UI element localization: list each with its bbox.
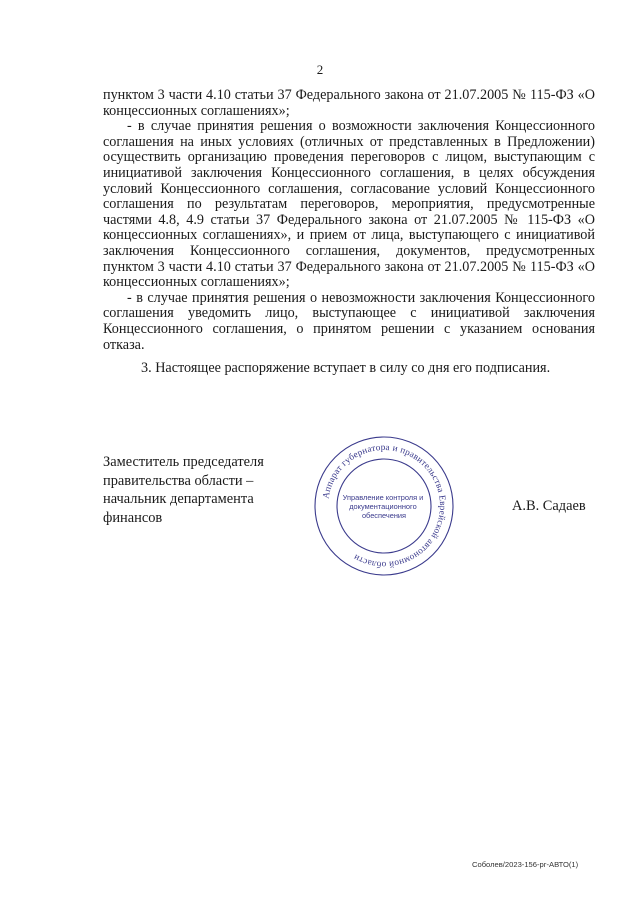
document-reference: Соболев/2023-156-рг-АВТО(1) [472, 860, 579, 869]
stamp-inner-line: Управление контроля и [342, 493, 424, 502]
stamp-ring-text: Аппарат губернатора и правительства Еврейской автономной области [320, 441, 449, 571]
position-line: финансов [103, 509, 163, 526]
stamp-inner-line: документационного [349, 502, 417, 511]
paragraph-continuation: пунктом 3 части 4.10 статьи 37 Федерального закона от 21.07.2005 № 115-ФЗ «О концессионных соглашениях»; [103, 87, 595, 119]
svg-text:Управление контроля и доку [343, 493, 426, 520]
document-body [103, 88, 595, 377]
stamp-inner-line: обеспечения [361, 511, 407, 520]
signatory-position [103, 453, 264, 527]
position-line: Заместитель председателя [103, 454, 264, 470]
position-line: правительства области – [103, 472, 254, 489]
paragraph-possibility-case: - в случае принятия решения о возможности заключения Концессионного соглашения на иных условиях (отличных от представленных в Предложении) осуществить организацию проведения переговоров с лицом, выступающим с инициативой заключения Концессионного соглашения, в целях обсуждения условий Концессионного соглашения, согласование условий Концессионного соглашения по результатам переговоров, мероприятия, предусмотренные частями 4.8, 4.9 статьи 37 Федерального закона от 21.07.2005 № 115-ФЗ «О концессионных соглашениях», и прием от лица, выступающего с инициативой заключения Концессионного соглашения, документов, предусмотренных пунктом 3 части 4.10 статьи 37 Федерального закона от 21.07.2005 № 115-ФЗ «О концессионных соглашениях»; [103, 118, 595, 291]
paragraph-effective-date: 3. Настоящее распоряжение вступает в силу со дня его подписания. [141, 360, 551, 377]
official-stamp [311, 433, 457, 579]
signatory-name: А.В. Садаев [512, 498, 586, 514]
position-line: начальник департамента [103, 491, 254, 507]
paragraph-impossibility-case: - в случае принятия решения о невозможности заключения Концессионного соглашения уведомить лицо, выступающее с инициативой заключения Концессионного соглашения, о принятом решении с указанием основания отказа. [103, 289, 595, 353]
page-number: 2 [316, 62, 324, 77]
